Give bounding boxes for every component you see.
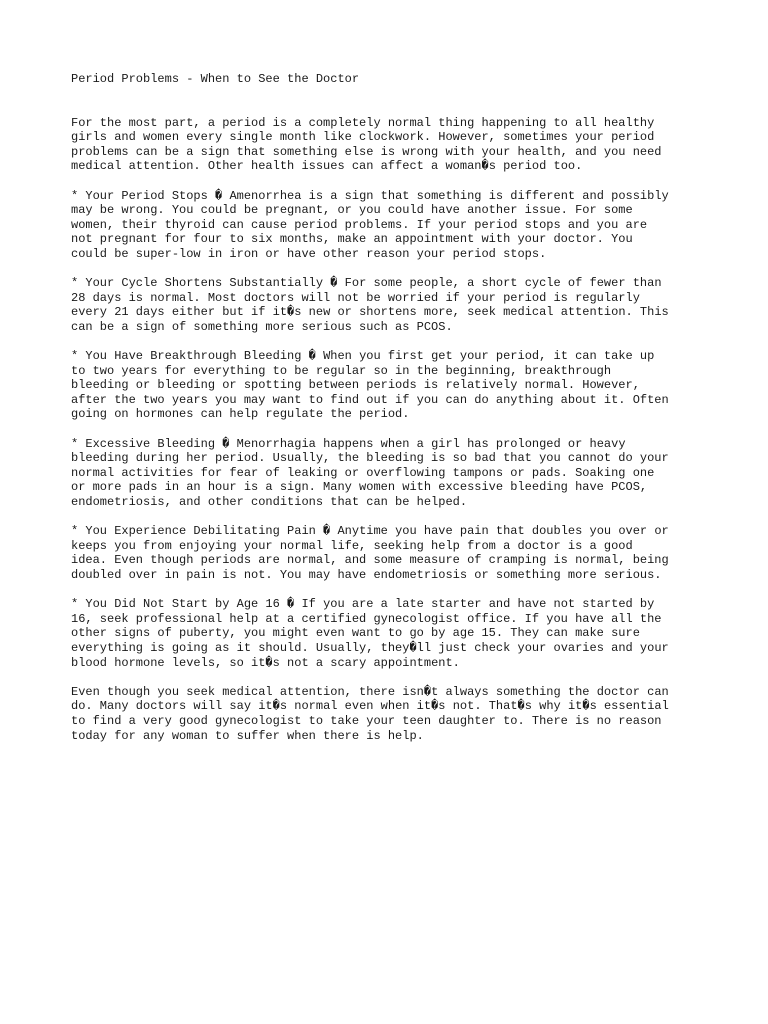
late-start-paragraph: * You Did Not Start by Age 16 � If you are a late starter and have not started by 16, seek professional help at a certified gynecologist office. If you have all the other signs of puberty, you might even want to go by age 15. They can make sure everything is going as it should. Usually, they�ll just check your ovaries and your blood hormone levels, so it�s not a scary appointment. [71,597,669,670]
excessive-bleeding-paragraph: * Excessive Bleeding � Menorrhagia happens when a girl has prolonged or heavy bleeding during her period. Usually, the bleeding is so bad that you cannot do your normal activities for fear of leaking or overflowing tampons or pads. Soaking one or more pads in an hour is a sign. Many women with excessive bleeding have PCOS, endometriosis, and other conditions that can be helped. [71,436,669,510]
document-page [71,72,711,758]
period-stops-paragraph: * Your Period Stops � Amenorrhea is a sign that something is different and possibly may be wrong. You could be pregnant, or you could have another issue. For some women, their thyroid can cause period problems. If your period stops and you are not pregnant for four to six months, make an appointment with your doctor. You could be super-low in iron or have other reason your period stops. [71,188,669,261]
conclusion-paragraph: Even though you seek medical attention, there isn�t always something the doctor can do. Many doctors will say it�s normal even when it�s not. That�s why it�s essential to find a very good gynecologist to take your teen daughter to. There is no reason today for any woman to suffer when there is help. [71,684,669,743]
breakthrough-bleeding-paragraph: * You Have Breakthrough Bleeding � When you first get your period, it can take up to two years for everything to be regular so in the beginning, breakthrough bleeding or bleeding or spotting between periods is relatively normal. However, after the two years you may want to find out if you can do anything about it. Often going on hormones can help regulate the period. [71,349,669,422]
document-title: Period Problems - When to See the Doctor [71,72,360,86]
intro-paragraph: For the most part, a period is a completely normal thing happening to all healthy girls and women every single month like clockwork. However, sometimes your period problems can be a sign that something else is wrong with your health, and you need medical attention. Other health issues can affect a woman�s period too. [71,115,662,174]
debilitating-pain-paragraph: * You Experience Debilitating Pain � Anytime you have pain that doubles you over or keeps you from enjoying your normal life, seeking help from a doctor is a good idea. Even though periods are normal, and some measure of cramping is normal, being doubled over in pain is not. You may have endometriosis or something more serious. [71,524,669,582]
cycle-shortens-paragraph: * Your Cycle Shortens Substantially � For some people, a short cycle of fewer than 28 days is normal. Most doctors will not be worried if your period is regularly every 21 days either but if it�s new or shortens more, seek medical attention. This can be a sign of something more serious such as PCOS. [71,276,669,334]
